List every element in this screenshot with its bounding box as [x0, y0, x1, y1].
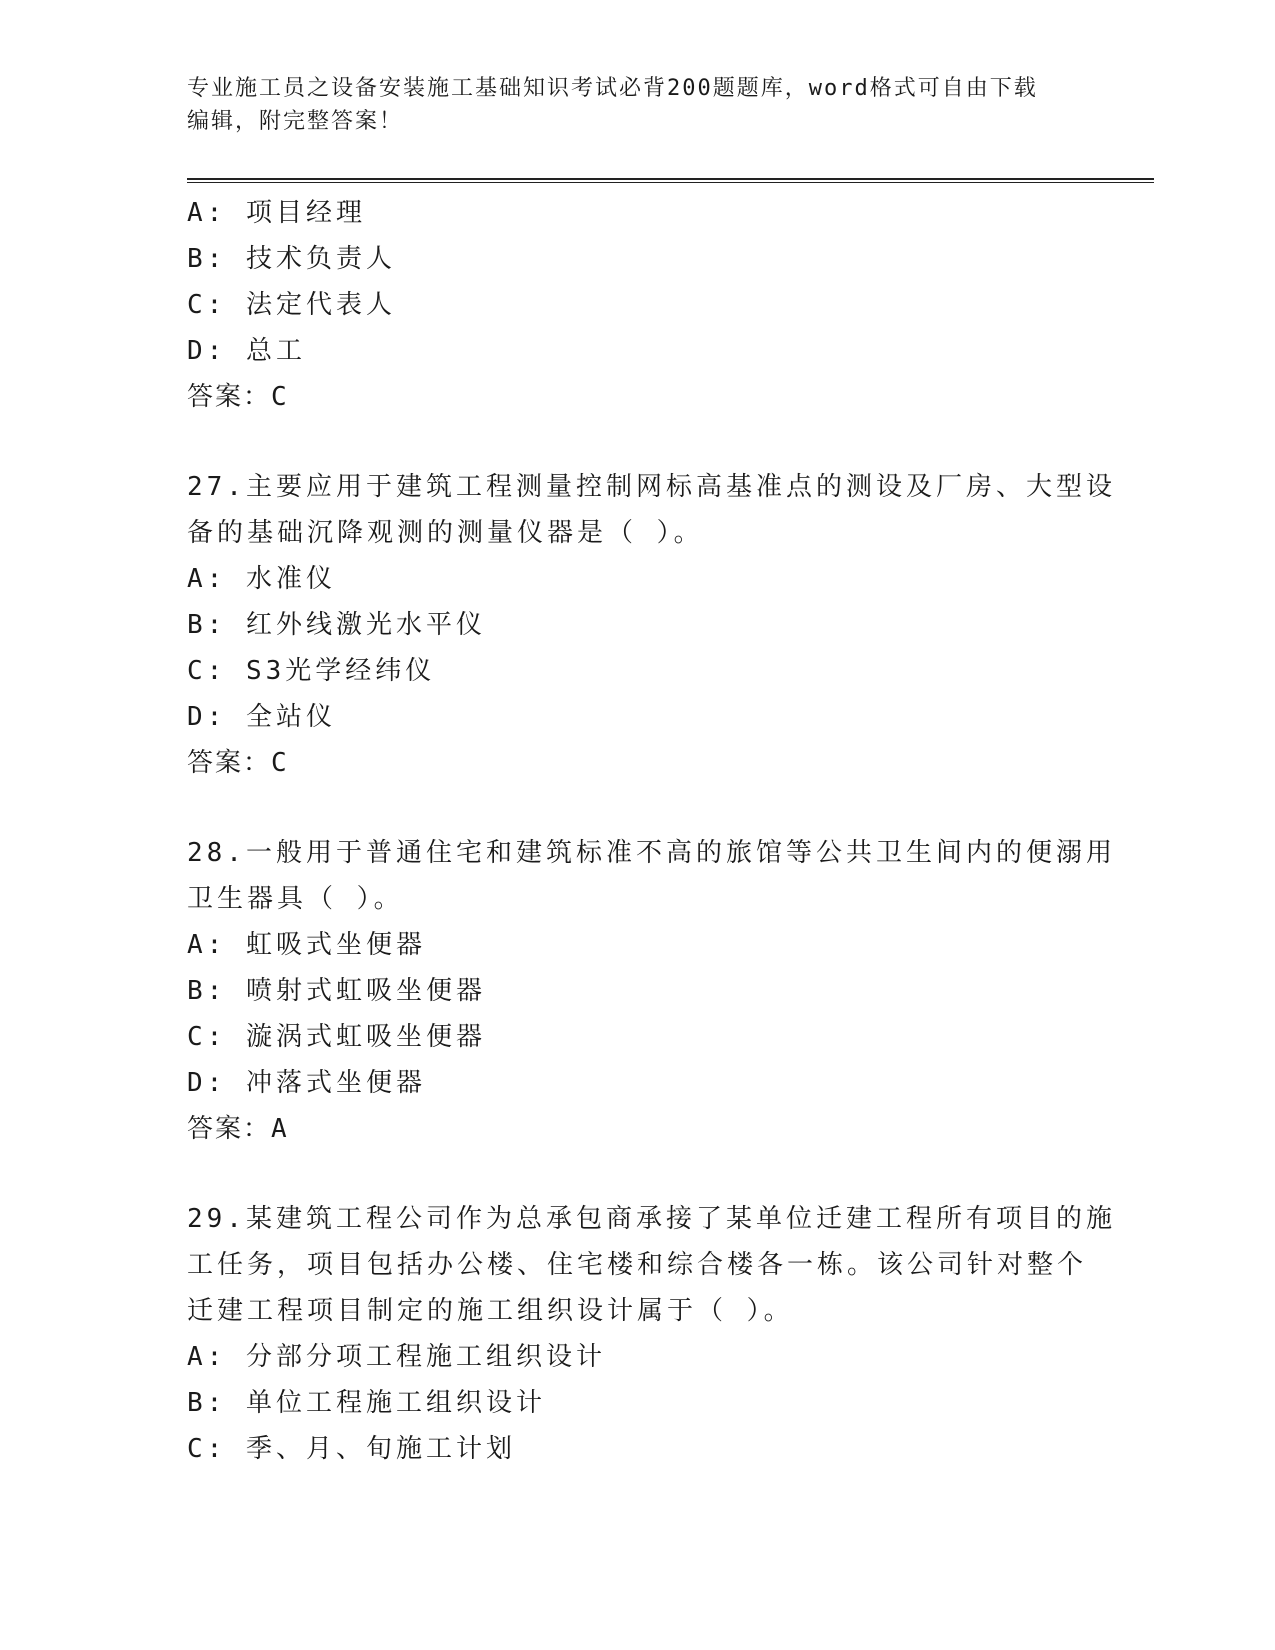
option-b: B: 技术负责人	[187, 244, 396, 274]
question-28	[187, 830, 1116, 1152]
option-d: D: 全站仪	[187, 702, 336, 732]
question-stem-line: 27.主要应用于建筑工程测量控制网标高基准点的测设及厂房、大型设	[187, 472, 1116, 502]
question-spacer	[187, 786, 1087, 830]
header-line-2: 编辑，附完整答案！	[187, 109, 404, 134]
question-27	[187, 464, 1116, 786]
header-line-1: 专业施工员之设备安装施工基础知识考试必背200题题库，word格式可自由下载	[187, 76, 1038, 101]
option-d: D: 总工	[187, 336, 306, 366]
document-header	[187, 72, 1087, 138]
option-c: C: 漩涡式虹吸坐便器	[187, 1022, 486, 1052]
option-b: B: 喷射式虹吸坐便器	[187, 976, 486, 1006]
question-stem-line: 卫生器具（ ）。	[187, 884, 404, 914]
question-stem-line: 迁建工程项目制定的施工组织设计属于（ ）。	[187, 1296, 794, 1326]
option-c: C: 季、月、旬施工计划	[187, 1434, 516, 1464]
question-spacer	[187, 1152, 1087, 1196]
question-stem-line: 28.一般用于普通住宅和建筑标准不高的旅馆等公共卫生间内的便溺用	[187, 838, 1116, 868]
question-spacer	[187, 420, 1087, 464]
option-c: C: S3光学经纬仪	[187, 656, 436, 686]
option-b: B: 单位工程施工组织设计	[187, 1388, 546, 1418]
option-a: A: 虹吸式坐便器	[187, 930, 426, 960]
option-a: A: 项目经理	[187, 198, 366, 228]
option-a: A: 分部分项工程施工组织设计	[187, 1342, 606, 1372]
question-26	[187, 190, 1087, 420]
option-a: A: 水准仪	[187, 564, 336, 594]
question-stem-line: 29.某建筑工程公司作为总承包商承接了某单位迁建工程所有项目的施	[187, 1204, 1116, 1234]
option-d: D: 冲落式坐便器	[187, 1068, 426, 1098]
answer-text: 答案：C	[187, 382, 289, 412]
header-divider	[187, 178, 1154, 183]
answer-text: 答案：C	[187, 748, 289, 778]
option-b: B: 红外线激光水平仪	[187, 610, 486, 640]
question-29	[187, 1196, 1116, 1472]
question-stem-line: 工任务，项目包括办公楼、住宅楼和综合楼各一栋。该公司针对整个	[187, 1250, 1088, 1280]
option-c: C: 法定代表人	[187, 290, 396, 320]
question-stem-line: 备的基础沉降观测的测量仪器是（ ）。	[187, 518, 704, 548]
question-list	[187, 190, 1116, 1472]
answer-text: 答案：A	[187, 1114, 289, 1144]
